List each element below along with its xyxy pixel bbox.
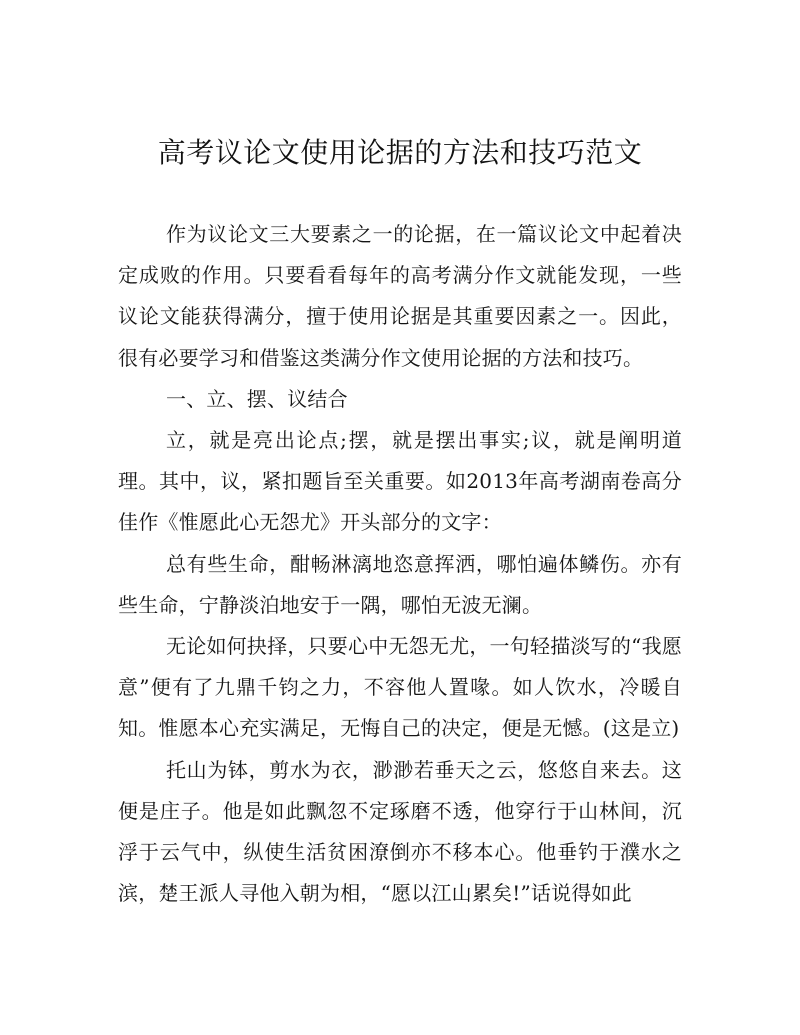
paragraph-intro: 作为议论文三大要素之一的论据，在一篇议论文中起着决定成败的作用。只要看看每年的高考满分作文就能发现，一些议论文能获得满分，擅于使用论据是其重要因素之一。因此，很有必要学习和借鉴这类满分作文使用论据的方法和技巧。 <box>118 222 682 370</box>
paragraph-definition: 立，就是亮出论点;摆，就是摆出事实;议，就是阐明道理。其中，议，紧扣题旨至关重要。如2013年高考湖南卷高分佳作《惟愿此心无怨尤》开头部分的文字： <box>118 428 682 535</box>
page-title: 高考议论文使用论据的方法和技巧范文 <box>157 136 643 169</box>
paragraph-quote-2: 无论如何抉择，只要心中无怨无尤，一句轻描淡写的“我愿意”便有了九鼎千钧之力，不容他人置喙。如人饮水，冷暖自知。惟愿本心充实满足，无悔自己的决定，便是无憾。(这是立) <box>118 634 682 741</box>
document-body <box>118 214 682 914</box>
paragraph-quote-1: 总有些生命，酣畅淋漓地恣意挥洒，哪怕遍体鳞伤。亦有些生命，宁静淡泊地安于一隅，哪怕无波无澜。 <box>118 551 682 617</box>
section-heading: 一、立、摆、议结合 <box>166 386 348 411</box>
paragraph-quote-3: 托山为钵，剪水为衣，渺渺若垂天之云，悠悠自来去。这便是庄子。他是如此飘忽不定琢磨不透，他穿行于山林间，沉浮于云气中，纵使生活贫困潦倒亦不移本心。他垂钓于濮水之滨，楚王派人寻他入朝为相，“愿以江山累矣!”话说得如此 <box>118 757 682 906</box>
